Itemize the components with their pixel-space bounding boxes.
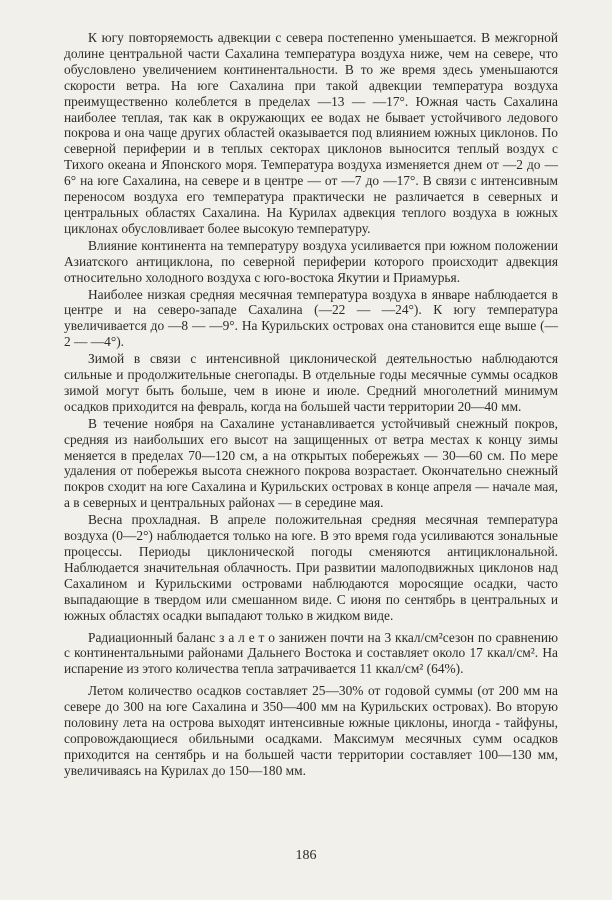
paragraph-winter-snowfall: Зимой в связи с интенсивной циклонической деятельностью наблюдаются сильные и продолжительные снегопады. В отдельные годы месячные суммы осадков зимой могут быть больше, чем в июне и июле. Средний многолетний минимум осадков приходится на февраль, когда на большей части территории 20—40 мм. <box>64 351 558 414</box>
paragraph-summer-precipitation: Летом количество осадков составляет 25—30% от годовой суммы (от 200 мм на севере до 300 на юге Сахалина и 350—400 мм на Курильских островах). Во вторую половину лета на острова выходят интенсивные южные циклоны, иногда - тайфуны, сопровождающиеся обильными осадками. Максимум месячных сумм осадков приходится на сентябрь и на большей части территории составляет 100—130 мм, увеличиваясь на Курилах до 150—180 мм. <box>64 683 558 778</box>
paragraph-january-temperature: Наиболее низкая средняя месячная температура воздуха в январе наблюдается в центре и на северо-западе Сахалина (—22 — —24°). К югу температура увеличивается до —8 — —9°. На Курильских островах она становится еще выше (—2 — —4°). <box>64 286 558 350</box>
page-number: 186 <box>295 848 317 863</box>
paragraph-spring: Весна прохладная. В апреле положительная средняя месячная температура воздуха (0—2°) наблюдается только на юге. В это время года усиливаются зональные процессы. Периоды циклонической погоды сменяются антициклональной. Наблюдается значительная облачность. При развитии малоподвижных циклонов над Сахалином и Курильскими островами наблюдаются моросящие осадки, часто выпадающие в твердом или смешанном виде. С июня по сентябрь в центральных и южных областях осадки выпадают только в жидком виде. <box>64 512 558 623</box>
paragraph-snow-cover: В течение ноября на Сахалине устанавливается устойчивый снежный покров, средняя из наибольших его высот на защищенных от ветра местах к концу зимы меняется в пределах 70—120 см, а на открытых побережьях — 30—60 см. По мере удаления от побережья высота снежного покрова возрастает. Окончательно снежный покров сходит на юге Сахалина и Курильских островах в конце апреля — начале мая, а в северных и центральных районах — в середине мая. <box>64 415 558 511</box>
paragraph-south-advection: К югу повторяемость адвекции с севера постепенно уменьшается. В межгорной долине центральной части Сахалина температура воздуха ниже, чем на севере, что обусловлено увеличением континентальности. В то же время здесь уменьшаются скорости ветра. На юге Сахалина при такой адвекции температура воздуха преимущественно колеблется в пределах —13 — —17°. Южная часть Сахалина наиболее теплая, так как в окружающих ее водах не бывает устойчивого ледового покрова и она чаще других областей оказывается под влиянием южных циклонов. По северной периферии и в теплых секторах циклонов выносится теплый воздух с Тихого океана и Японского моря. Температура воздуха изменяется днем от —2 до —6° на юге Сахалина, на севере и в центре — от —7 до —17°. В связи с интенсивным переносом воздуха его температура практически не различается в северных и центральных областях Сахалина. На Курилах адвекция теплого воздуха в южных циклонах обусловливает более высокую температуру. <box>64 30 558 236</box>
paragraph-continent-influence: Влияние континента на температуру воздуха усиливается при южном положении Азиатского антициклона, по северной периферии которого происходит адвекция относительно холодного воздуха с юго-востока Якутии и Приамурья. <box>64 237 558 285</box>
body-text <box>64 30 558 780</box>
paragraph-radiation-balance: Радиационный баланс з а л е т о занижен почти на 3 ккал/см²сезон по сравнению с континентальными районами Дальнего Востока и составляет около 17 ккал/см². На испарение из этого количества тепла затрачивается 11 ккал/см² (64%). <box>64 629 558 677</box>
